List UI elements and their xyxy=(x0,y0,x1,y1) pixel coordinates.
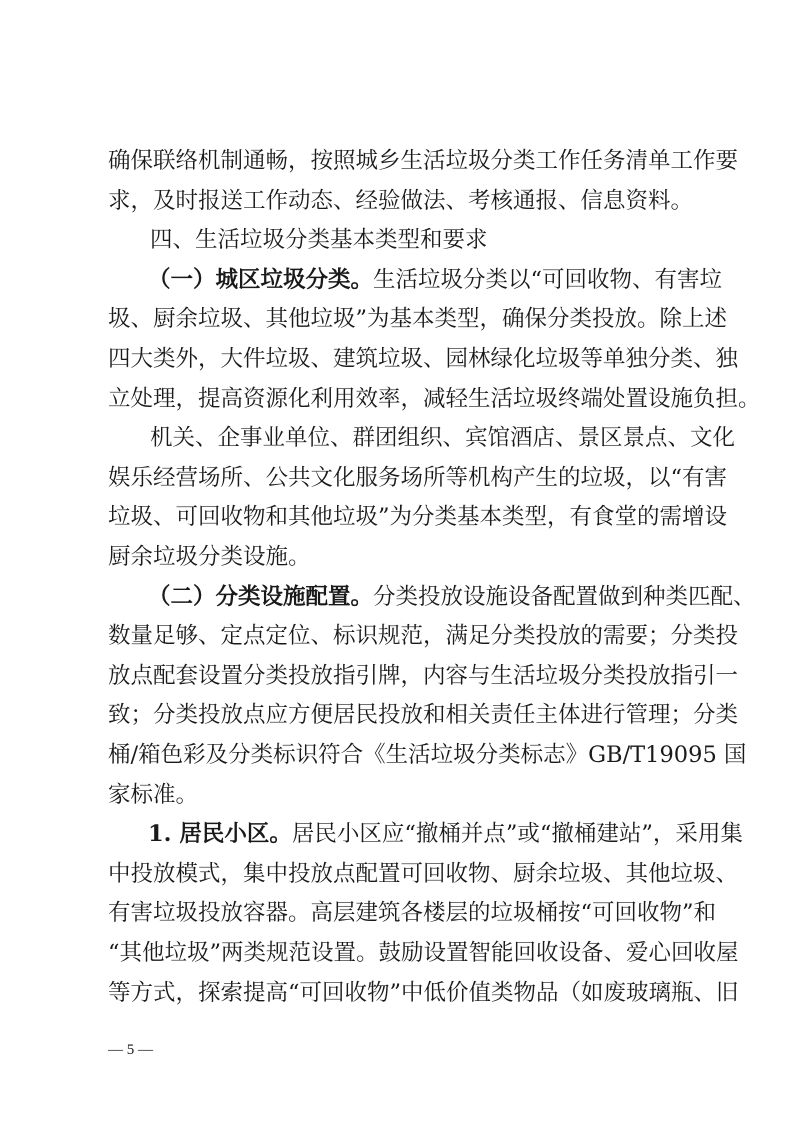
paragraph-line: 垃圾、可回收物和其他垃圾”为分类基本类型，有食堂的需增设 xyxy=(108,504,728,530)
paragraph-line: 致；分类投放点应方便居民投放和相关责任主体进行管理；分类 xyxy=(108,702,739,728)
paragraph-line: 圾、厨余垃圾、其他垃圾”为基本类型，确保分类投放。除上述 xyxy=(108,306,728,332)
paragraph-line: 桶/箱色彩及分类标识符合《生活垃圾分类标志》GB/T19095 国 xyxy=(108,742,747,768)
paragraph-text: 生活垃圾分类以“可回收物、有害垃 xyxy=(373,267,723,293)
section-heading: 四、生活垃圾分类基本类型和要求 xyxy=(150,227,488,253)
paragraph-line: 求，及时报送工作动态、经验做法、考核通报、信息资料。 xyxy=(108,188,694,214)
subsection-title: （二）分类设施配置。 xyxy=(148,584,374,610)
paragraph-line: 机关、企事业单位、群团组织、宾馆酒店、景区景点、文化 xyxy=(150,425,736,451)
paragraph-line xyxy=(148,265,723,295)
paragraph-line: 中投放模式，集中投放点配置可回收物、厨余垃圾、其他垃圾、 xyxy=(108,861,739,887)
paragraph-line: 等方式，探索提高“可回收物”中低价值类物品（如废玻璃瓶、旧 xyxy=(108,980,739,1006)
subsection-title: 1. 居民小区。 xyxy=(148,821,292,847)
paragraph-line: 放点配套设置分类投放指引牌，内容与生活垃圾分类投放指引一 xyxy=(108,663,739,689)
paragraph-text: 居民小区应“撤桶并点”或“撤桶建站”，采用集 xyxy=(291,821,743,847)
paragraph-line: 娱乐经营场所、公共文化服务场所等机构产生的垃圾，以“有害 xyxy=(108,465,728,491)
paragraph-line xyxy=(148,819,743,849)
paragraph-line: 立处理，提高资源化利用效率，减轻生活垃圾终端处置设施负担。 xyxy=(108,386,761,412)
paragraph-line: 厨余垃圾分类设施。 xyxy=(108,544,311,570)
paragraph-line: 确保联络机制通畅，按照城乡生活垃圾分类工作任务清单工作要 xyxy=(108,148,739,174)
paragraph-line: 四大类外，大件垃圾、建筑垃圾、园林绿化垃圾等单独分类、独 xyxy=(108,346,739,372)
subsection-title: （一）城区垃圾分类。 xyxy=(148,267,374,293)
page-number: — 5 — xyxy=(108,1042,153,1058)
paragraph-text: 分类投放设施设备配置做到种类匹配、 xyxy=(373,584,756,610)
paragraph-line xyxy=(148,582,756,612)
paragraph-line: 有害垃圾投放容器。高层建筑各楼层的垃圾桶按“可回收物”和 xyxy=(108,900,717,926)
paragraph-line: 数量足够、定点定位、标识规范，满足分类投放的需要；分类投 xyxy=(108,623,739,649)
paragraph-line: “其他垃圾”两类规范设置。鼓励设置智能回收设备、爱心回收屋 xyxy=(108,940,739,966)
paragraph-line: 家标准。 xyxy=(108,782,199,808)
